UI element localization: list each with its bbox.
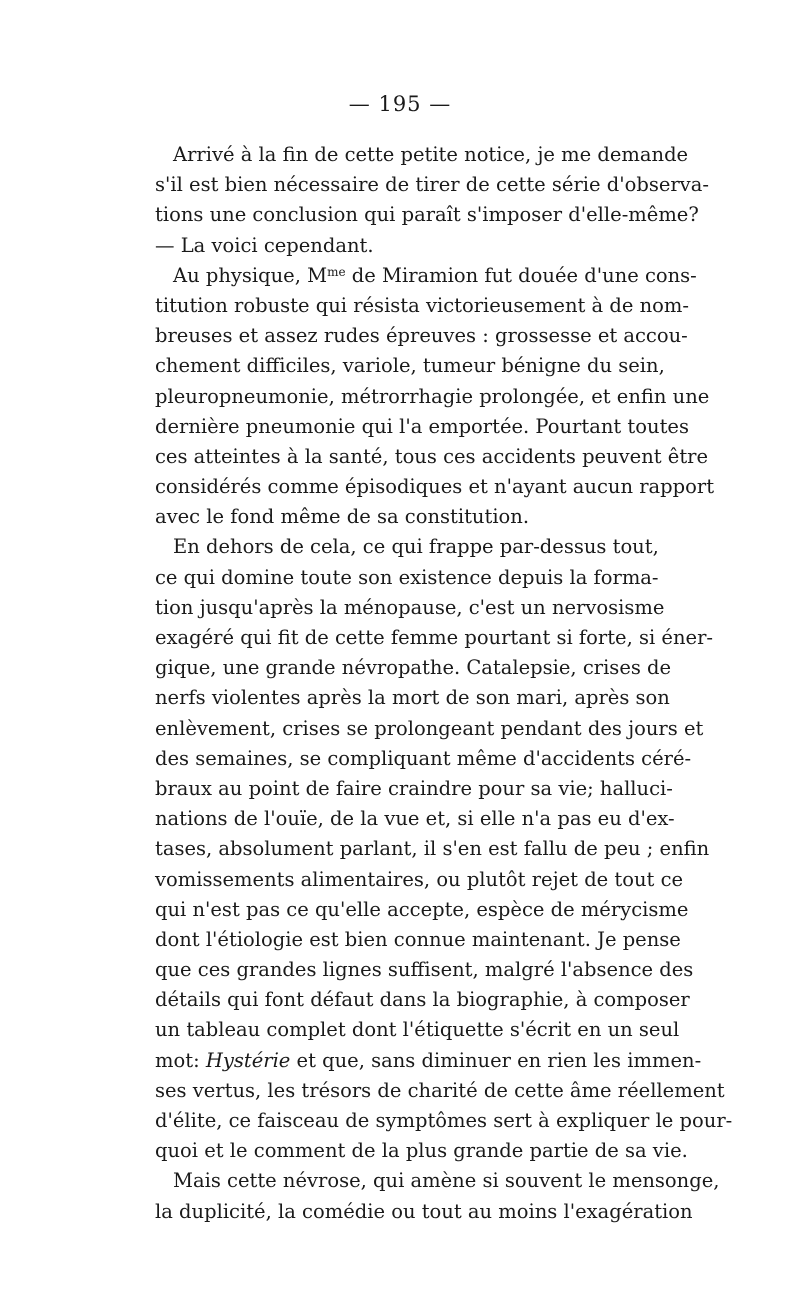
text-line: détails qui font défaut dans la biographie, à composer [155, 988, 690, 1012]
text-line [155, 261, 697, 291]
text-line: gique, une grande névropathe. Catalepsie, crises de [155, 656, 672, 680]
text-line: ces atteintes à la santé, tous ces accidents peuvent être [155, 444, 709, 468]
text-line: que ces grandes lignes suffisent, malgré l'absence des [155, 958, 694, 982]
text-line: En dehors de cela, ce qui frappe par-dessus tout, [173, 535, 659, 559]
text-fragment: et que, sans diminuer en rien les immen- [290, 1048, 702, 1072]
text-line: la duplicité, la comédie ou tout au moins l'exagération [155, 1199, 693, 1223]
text-line: braux au point de faire craindre pour sa vie; halluci- [155, 776, 673, 800]
text-line: ce qui domine toute son existence depuis la forma- [155, 565, 659, 589]
italic-term: Hystérie [205, 1048, 291, 1072]
text-line: Arrivé à la fin de cette petite notice, je me demande [173, 143, 689, 166]
text-line: avec le fond même de sa constitution. [155, 505, 530, 529]
text-line: titution robuste qui résista victorieusement à de nom- [155, 293, 689, 317]
text-line: pleuropneumonie, métrorrhagie prolongée, et enfin une [155, 384, 710, 408]
text-line: nerfs violentes après la mort de son mari, après son [155, 686, 670, 710]
text-line: dont l'étiologie est bien connue maintenant. Je pense [155, 927, 681, 951]
text-line: vomissements alimentaires, ou plutôt rejet de tout ce [155, 867, 684, 891]
text-line: — La voici cependant. [155, 233, 374, 257]
text-line: tases, absolument parlant, il s'en est fallu de peu ; enfin [155, 837, 710, 861]
text-line: qui n'est pas ce qu'elle accepte, espèce de mérycisme [155, 897, 689, 921]
text-line: ses vertus, les trésors de charité de cette âme réellement [155, 1078, 725, 1102]
text-line [155, 1046, 702, 1076]
text-line: nations de l'ouïe, de la vue et, si elle n'a pas eu d'ex- [155, 807, 675, 831]
text-line: s'il est bien nécessaire de tirer de cette série d'observa- [155, 173, 709, 197]
text-line: breuses et assez rudes épreuves : grossesse et accou- [155, 324, 688, 348]
text-line: chement difficiles, variole, tumeur bénigne du sein, [155, 354, 665, 378]
text-line: enlèvement, crises se prolongeant pendant des jours et [155, 716, 704, 740]
page-number: — 195 — [348, 92, 452, 116]
text-fragment: de Miramion fut douée d'une cons- [345, 263, 697, 287]
text-fragment: mot: [155, 1048, 206, 1072]
text-line: tion jusqu'après la ménopause, c'est un nervosisme [155, 595, 665, 619]
text-line: exagéré qui fit de cette femme pourtant si forte, si éner- [155, 626, 713, 649]
body-text [155, 140, 733, 1227]
superscript-abbrev: me [327, 264, 346, 279]
text-line: quoi et le comment de la plus grande partie de sa vie. [155, 1139, 688, 1163]
text-line: un tableau complet dont l'étiquette s'écrit en un seul [155, 1018, 680, 1042]
text-line: dernière pneumonie qui l'a emportée. Pourtant toutes [155, 414, 689, 438]
text-line: d'élite, ce faisceau de symptômes sert à expliquer le pour- [155, 1109, 733, 1132]
text-line: des semaines, se compliquant même d'accidents céré- [155, 746, 692, 770]
text-line: considérés comme épisodiques et n'ayant aucun rapport [155, 475, 715, 499]
text-line: Mais cette névrose, qui amène si souvent le mensonge, [173, 1169, 720, 1193]
text-line: tions une conclusion qui paraît s'imposer d'elle-même? [155, 203, 699, 227]
text-fragment: Au physique, M [173, 263, 328, 287]
